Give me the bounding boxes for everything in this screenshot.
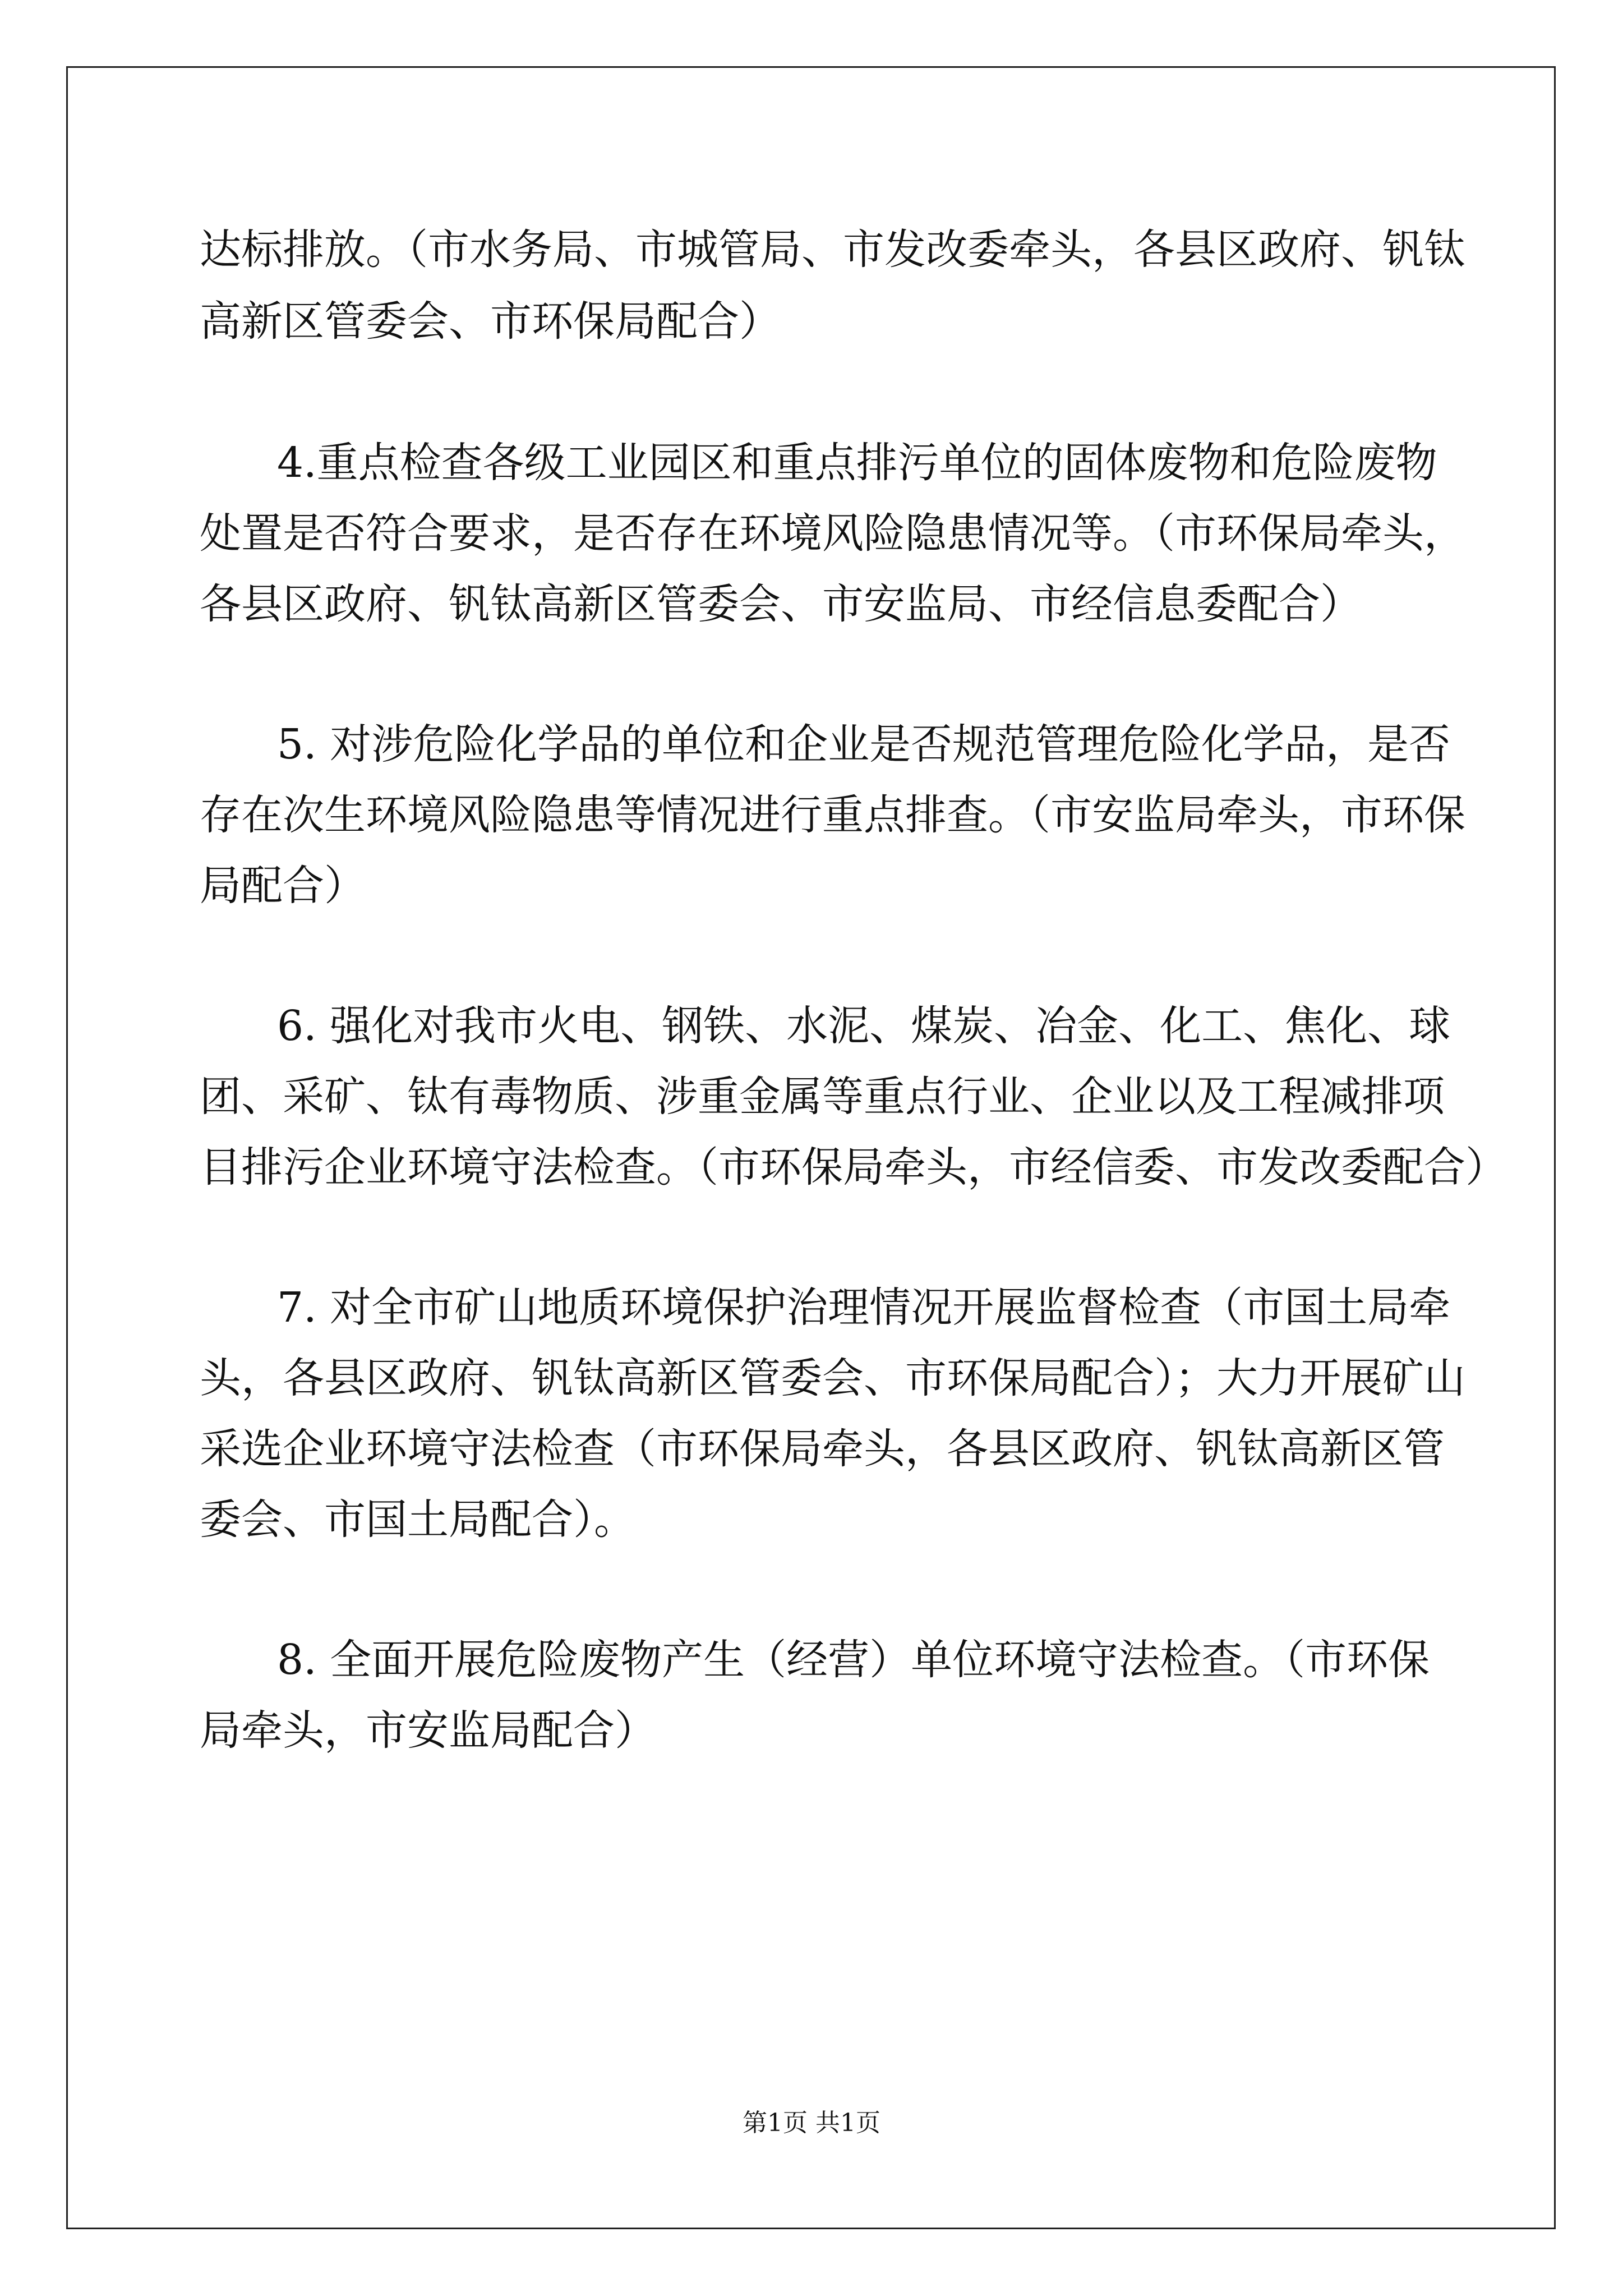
text-line: 团、采矿、钛有毒物质、涉重金属等重点行业、企业以及工程减排项 bbox=[200, 1073, 1445, 1121]
text-line: 高新区管委会、市环保局配合） bbox=[200, 297, 781, 346]
text-line: 目排污企业环境守法检查。（市环保局牵头，市经信委、市发改委配合） bbox=[200, 1143, 1507, 1191]
text-line: 局牵头，市安监局配合） bbox=[200, 1706, 656, 1755]
list-item-5-first-line: 5. 对涉危险化学品的单位和企业是否规范管理危险化学品，是否 bbox=[277, 720, 1451, 769]
text-line: 采选企业环境守法检查（市环保局牵头，各县区政府、钒钛高新区管 bbox=[200, 1425, 1445, 1473]
text-line: 存在次生环境风险隐患等情况进行重点排查。（市安监局牵头，市环保 bbox=[200, 791, 1465, 839]
page-number-footer: 第1页 共1页 bbox=[743, 2109, 880, 2137]
list-item-7-first-line: 7. 对全市矿山地质环境保护治理情况开展监督检查（市国土局牵 bbox=[277, 1283, 1451, 1332]
list-item-4-first-line: 4.重点检查各级工业园区和重点排污单位的固体废物和危险废物 bbox=[277, 439, 1437, 487]
text-line: 处置是否符合要求，是否存在环境风险隐患情况等。（市环保局牵头， bbox=[200, 509, 1465, 558]
text-line: 头，各县区政府、钒钛高新区管委会、市环保局配合）；大力开展矿山 bbox=[200, 1354, 1465, 1402]
text-line: 局配合） bbox=[200, 862, 366, 910]
text-line: 各县区政府、钒钛高新区管委会、市安监局、市经信息委配合） bbox=[200, 580, 1362, 628]
list-item-6-first-line: 6. 强化对我市火电、钢铁、水泥、煤炭、冶金、化工、焦化、球 bbox=[277, 1002, 1451, 1050]
text-line: 达标排放。（市水务局、市城管局、市发改委牵头，各县区政府、钒钛 bbox=[200, 226, 1465, 274]
list-item-8-first-line: 8. 全面开展危险废物产生（经营）单位环境守法检查。（市环保 bbox=[277, 1636, 1430, 1684]
text-line: 委会、市国土局配合）。 bbox=[200, 1496, 635, 1544]
